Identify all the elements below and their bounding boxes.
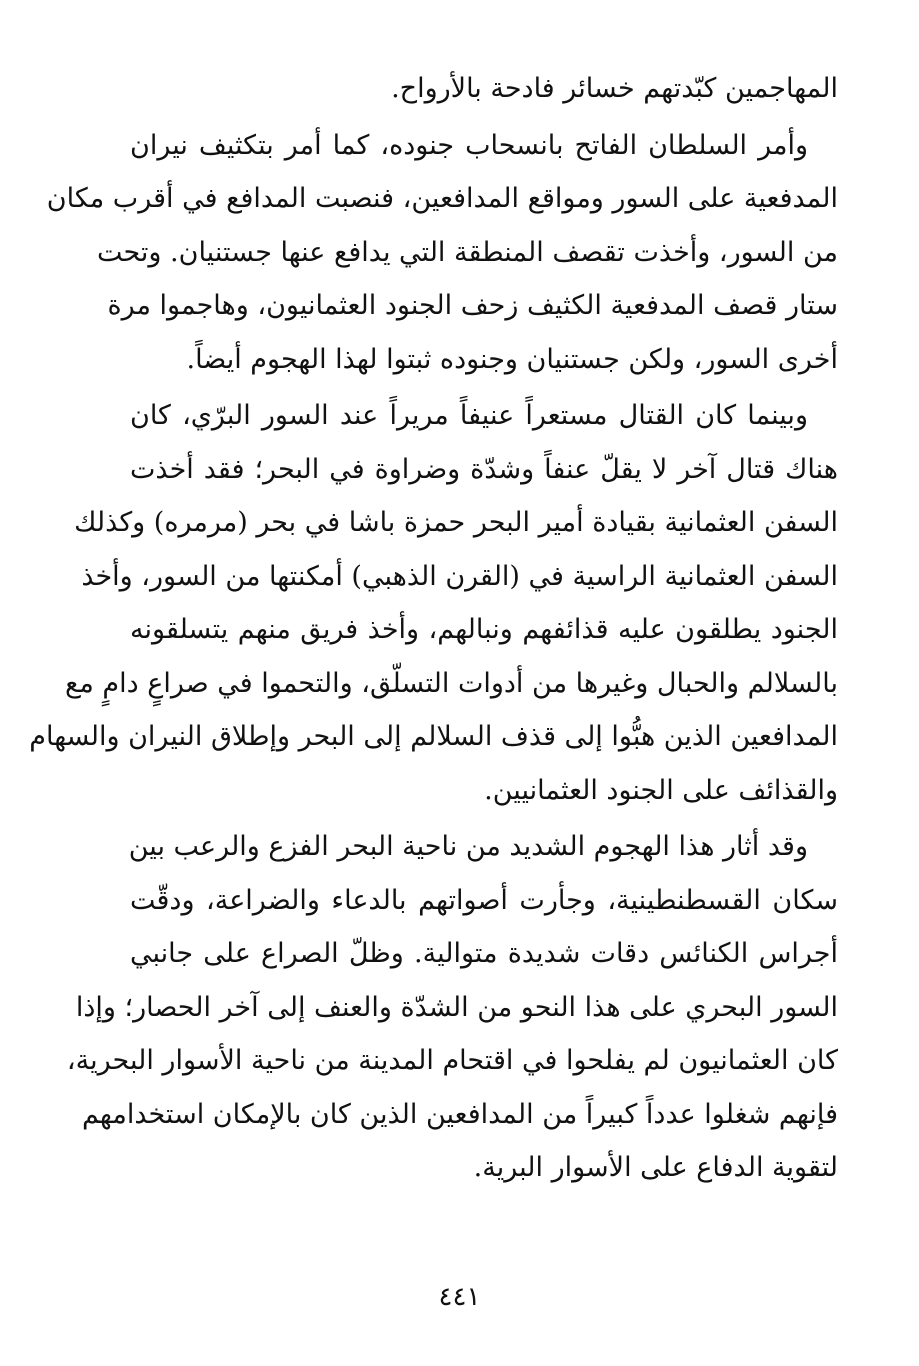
text-line: المهاجمين كبّدتهم خسائر فادحة بالأرواح. [391, 73, 838, 104]
text-line: وبينما كان القتال مستعراً عنيفاً مريراً عند السور البرّي، كان [130, 400, 808, 431]
text-line: بالسلالم والحبال وغيرها من أدوات التسلّق، والتحموا في صراعٍ دامٍ مع [65, 667, 838, 699]
paragraph [29, 389, 838, 817]
text-line: أجراس الكنائس دقات شديدة متوالية. وظلّ الصراع على جانبي [130, 938, 838, 969]
text-line: هناك قتال آخر لا يقلّ عنفاً وشدّة وضراوة في البحر؛ فقد أخذت [130, 453, 838, 485]
text-line: السفن العثمانية بقيادة أمير البحر حمزة باشا في بحر (مرمره) وكذلك [74, 507, 838, 538]
text-line: والقذائف على الجنود العثمانيين. [484, 774, 838, 806]
text-line: سكان القسطنطينية، وجأرت أصواتهم بالدعاء والضراعة، ودقّت [130, 884, 838, 916]
text-line: فإنهم شغلوا عدداً كبيراً من المدافعين الذين كان بالإمكان استخدامهم [81, 1098, 838, 1130]
text-line: وأمر السلطان الفاتح بانسحاب جنوده، كما أمر بتكثيف نيران [130, 129, 808, 161]
text-line: المدفعية على السور ومواقع المدافعين، فنصبت المدافع في أقرب مكان [46, 183, 838, 214]
text-line: من السور، وأخذت تقصف المنطقة التي يدافع عنها جستنيان. وتحت [96, 236, 838, 268]
page-number: ٤٤١ [438, 1282, 481, 1312]
text-line: المدافعين الذين هبُّوا إلى قذف السلالم إلى البحر وإطلاق النيران والسهام [29, 721, 838, 752]
text-line: الجنود يطلقون عليه قذائفهم ونبالهم، وأخذ فريق منهم يتسلقونه [130, 614, 838, 645]
text-line: أخرى السور، ولكن جستنيان وجنوده ثبتوا لهذا الهجوم أيضاً. [186, 343, 838, 375]
text-line: لتقوية الدفاع على الأسوار البرية. [473, 1152, 838, 1183]
text-line: كان العثمانيون لم يفلحوا في اقتحام المدينة من ناحية الأسوار البحرية، [66, 1045, 838, 1076]
text-line: السفن العثمانية الراسية في (القرن الذهبي) أمكنتها من السور، وأخذ [81, 560, 838, 592]
paragraph [66, 820, 838, 1195]
paragraph [46, 119, 838, 387]
page-body [29, 62, 838, 1195]
text-line: وقد أثار هذا الهجوم الشديد من ناحية البحر الفزع والرعب بين [128, 831, 808, 862]
text-line: ستار قصف المدفعية الكثيف زحف الجنود العثمانيون، وهاجموا مرة [107, 290, 838, 321]
text-line: السور البحري على هذا النحو من الشدّة والعنف إلى آخر الحصار؛ وإذا [75, 991, 838, 1023]
paragraph-continuation [130, 62, 838, 116]
